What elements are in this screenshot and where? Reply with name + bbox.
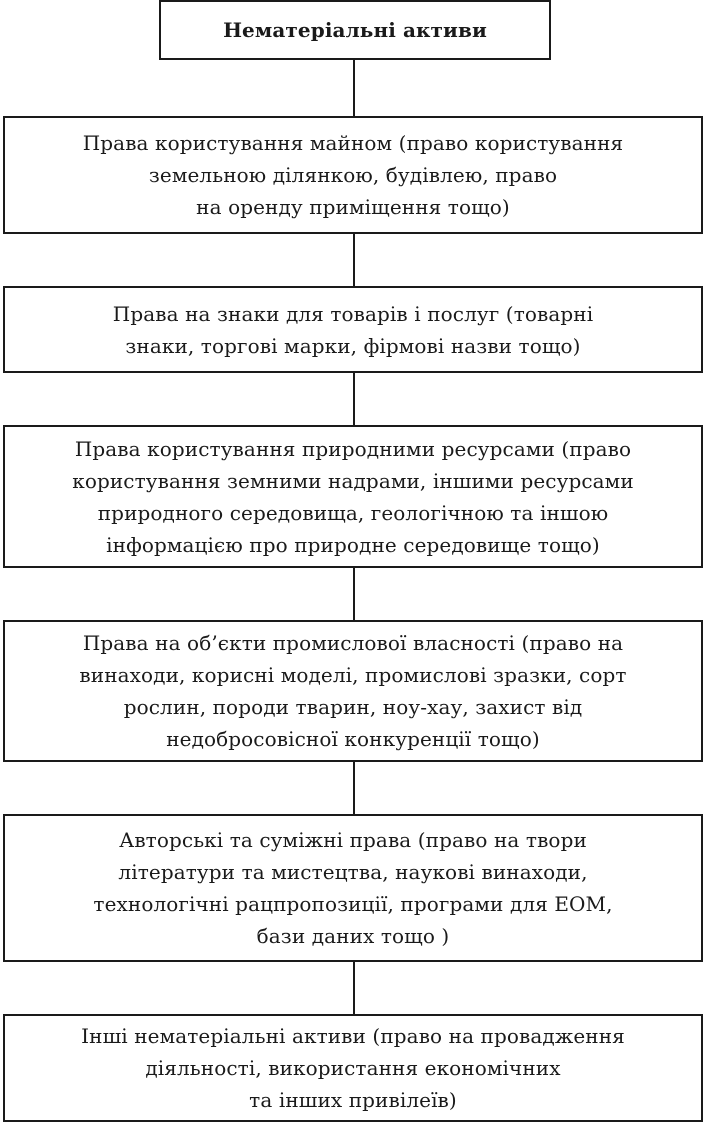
category-text-line: та інших привілеїв) <box>249 1088 457 1112</box>
category-box-other-intangibles <box>3 1014 703 1122</box>
category-text-line: літератури та мистецтва, наукові винаходи, <box>118 860 588 884</box>
connector-line <box>353 760 355 816</box>
category-text-line: рослин, породи тварин, ноу-хау, захист від <box>123 695 583 719</box>
category-box-property-use <box>3 116 703 234</box>
category-text-line: діяльності, використання економічних <box>145 1056 561 1080</box>
category-text-line: інформацією про природне середовище тощо) <box>106 532 600 557</box>
category-text-line: Авторські та суміжні права (право на твори <box>119 828 587 852</box>
category-text-line: Права на об’єкти промислової власності (право на <box>82 631 624 655</box>
category-text-line: технологічні рацпропозиції, програми для ЕОМ, <box>93 892 613 916</box>
category-text-line: користування земними надрами, іншими ресурсами <box>72 468 634 493</box>
category-text-line: знаки, торгові марки, фірмові назви тощо) <box>125 333 581 358</box>
connector-line <box>353 960 355 1016</box>
category-box-trademarks <box>3 286 703 373</box>
category-box-natural-resources <box>3 425 703 568</box>
category-text-line: Інші нематеріальні активи (право на провадження <box>81 1024 625 1048</box>
connector-line <box>353 566 355 622</box>
category-text-line: недобросовісної конкуренції тощо) <box>166 727 540 751</box>
connector-line <box>353 58 355 118</box>
category-box-industrial-property <box>3 620 703 762</box>
diagram-title: Нематеріальні активи <box>223 18 487 42</box>
category-text-line: бази даних тощо ) <box>256 924 450 948</box>
category-text-line: Права на знаки для товарів і послуг (товарні <box>112 301 594 326</box>
connector-line <box>353 371 355 427</box>
category-text-line: Права користування природними ресурсами (право <box>74 436 632 461</box>
category-text-line: Права користування майном (право користування <box>82 131 624 155</box>
category-text-line: винаходи, корисні моделі, промислові зразки, сорт <box>79 663 627 687</box>
category-text-line: земельною ділянкою, будівлею, право <box>148 163 558 187</box>
title-box <box>159 0 551 60</box>
connector-line <box>353 232 355 288</box>
category-text-line: природного середовища, геологічною та іншою <box>97 500 609 525</box>
category-text-line: на оренду приміщення тощо) <box>196 195 510 219</box>
category-box-copyright <box>3 814 703 962</box>
